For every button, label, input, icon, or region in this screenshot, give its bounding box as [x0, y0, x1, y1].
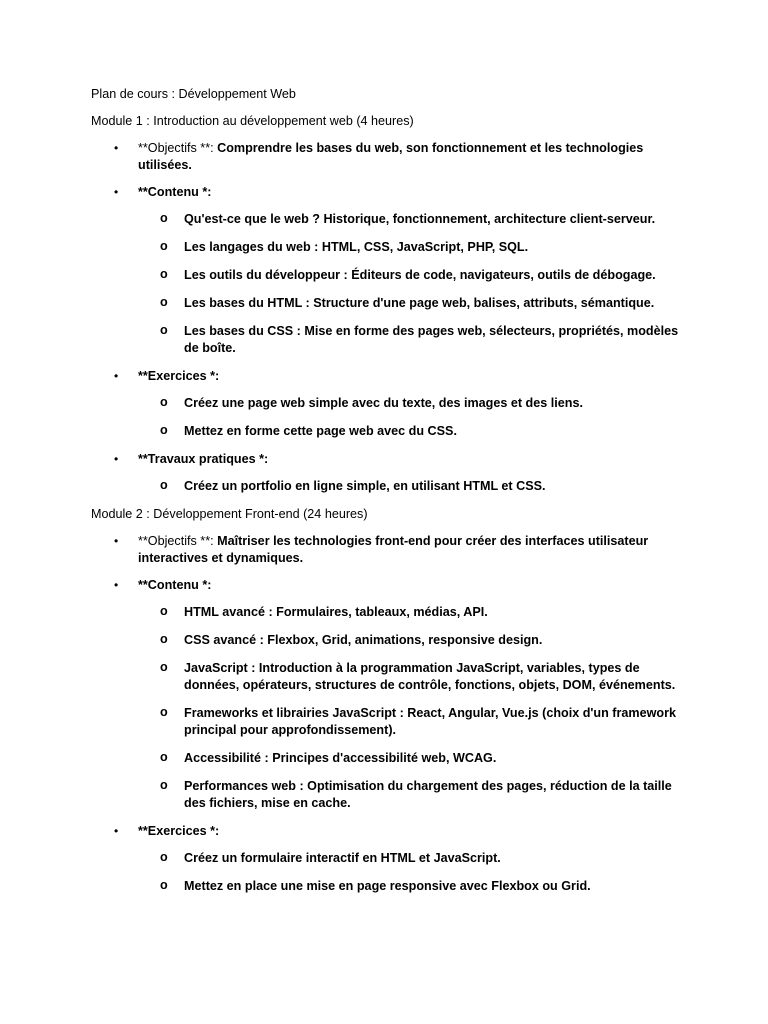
list-item: o Qu'est-ce que le web ? Historique, fonctionnement, architecture client-serveur.: [160, 211, 656, 226]
module-1-exercices: [91, 368, 681, 385]
bullet-icon: •: [114, 185, 119, 199]
module-1-objectifs: [91, 140, 681, 174]
list-item: o Accessibilité : Principes d'accessibilité web, WCAG.: [160, 750, 497, 765]
sub-bullet-icon: o: [160, 267, 168, 281]
sub-bullet-icon: o: [160, 632, 168, 646]
module-1-travaux: [91, 451, 681, 468]
sub-bullet-icon: o: [160, 750, 168, 764]
bullet-icon: •: [114, 534, 119, 548]
list-item: o Les bases du HTML : Structure d'une page web, balises, attributs, sémantique.: [160, 295, 655, 310]
sub-bullet-icon: o: [160, 395, 168, 409]
travaux-label: **Travaux pratiques *:: [138, 452, 269, 466]
list-item: o Créez un portfolio en ligne simple, en utilisant HTML et CSS.: [160, 478, 546, 493]
list-item: o CSS avancé : Flexbox, Grid, animations, responsive design.: [160, 632, 543, 647]
module-1-contenu: [91, 184, 681, 201]
list-item: o Créez un formulaire interactif en HTML et JavaScript.: [160, 850, 501, 865]
list-item: o Frameworks et librairies JavaScript : React, Angular, Vue.js (choix d'un framework principal pour approfondissement).: [160, 705, 676, 737]
sub-bullet-icon: o: [160, 660, 168, 674]
sub-bullet-icon: o: [160, 423, 168, 437]
bullet-icon: •: [114, 824, 119, 838]
sub-bullet-icon: o: [160, 239, 168, 253]
contenu-label: **Contenu *:: [138, 578, 212, 592]
objectifs-text: Maîtriser les technologies front-end pour créer des interfaces utilisateur interactives et dynamiques.: [138, 534, 649, 565]
list-item: o Performances web : Optimisation du chargement des pages, réduction de la taille des fichiers, mise en cache.: [160, 778, 672, 810]
bullet-icon: •: [114, 369, 119, 383]
document-title: Plan de cours : Développement Web: [91, 87, 296, 101]
list-item: o HTML avancé : Formulaires, tableaux, médias, API.: [160, 604, 488, 619]
bullet-icon: •: [114, 141, 119, 155]
sub-bullet-icon: o: [160, 778, 168, 792]
module-2-contenu: [91, 577, 681, 594]
sub-bullet-icon: o: [160, 604, 168, 618]
list-item: o Créez une page web simple avec du texte, des images et des liens.: [160, 395, 583, 410]
list-item: o Les bases du CSS : Mise en forme des pages web, sélecteurs, propriétés, modèles de boîte.: [160, 323, 679, 355]
document-page: [91, 86, 681, 906]
module-2-exercices: [91, 823, 681, 840]
module-2-objectifs: [91, 533, 681, 567]
list-item: o Mettez en forme cette page web avec du CSS.: [160, 423, 457, 438]
list-item: o Mettez en place une mise en page responsive avec Flexbox ou Grid.: [160, 878, 591, 893]
bullet-icon: •: [114, 578, 119, 592]
exercices-label: **Exercices *:: [138, 369, 220, 383]
list-item: o Les langages du web : HTML, CSS, JavaScript, PHP, SQL.: [160, 239, 529, 254]
sub-bullet-icon: o: [160, 295, 168, 309]
sub-bullet-icon: o: [160, 478, 168, 492]
sub-bullet-icon: o: [160, 211, 168, 225]
sub-bullet-icon: o: [160, 850, 168, 864]
module-2-heading: Module 2 : Développement Front-end (24 heures): [91, 507, 368, 521]
contenu-label: **Contenu *:: [138, 185, 212, 199]
objectifs-label: **Objectifs **:: [138, 534, 214, 548]
list-item: o JavaScript : Introduction à la programmation JavaScript, variables, types de données, opérateurs, structures de contrôle, fonctions, objets, DOM, événements.: [160, 660, 676, 692]
objectifs-label: **Objectifs **:: [138, 141, 214, 155]
objectifs-text: Comprendre les bases du web, son fonctionnement et les technologies utilisées.: [138, 141, 644, 172]
sub-bullet-icon: o: [160, 878, 168, 892]
sub-bullet-icon: o: [160, 323, 168, 337]
module-1-heading: Module 1 : Introduction au développement web (4 heures): [91, 114, 414, 128]
bullet-icon: •: [114, 452, 119, 466]
list-item: o Les outils du développeur : Éditeurs de code, navigateurs, outils de débogage.: [160, 267, 656, 282]
exercices-label: **Exercices *:: [138, 824, 220, 838]
sub-bullet-icon: o: [160, 705, 168, 719]
